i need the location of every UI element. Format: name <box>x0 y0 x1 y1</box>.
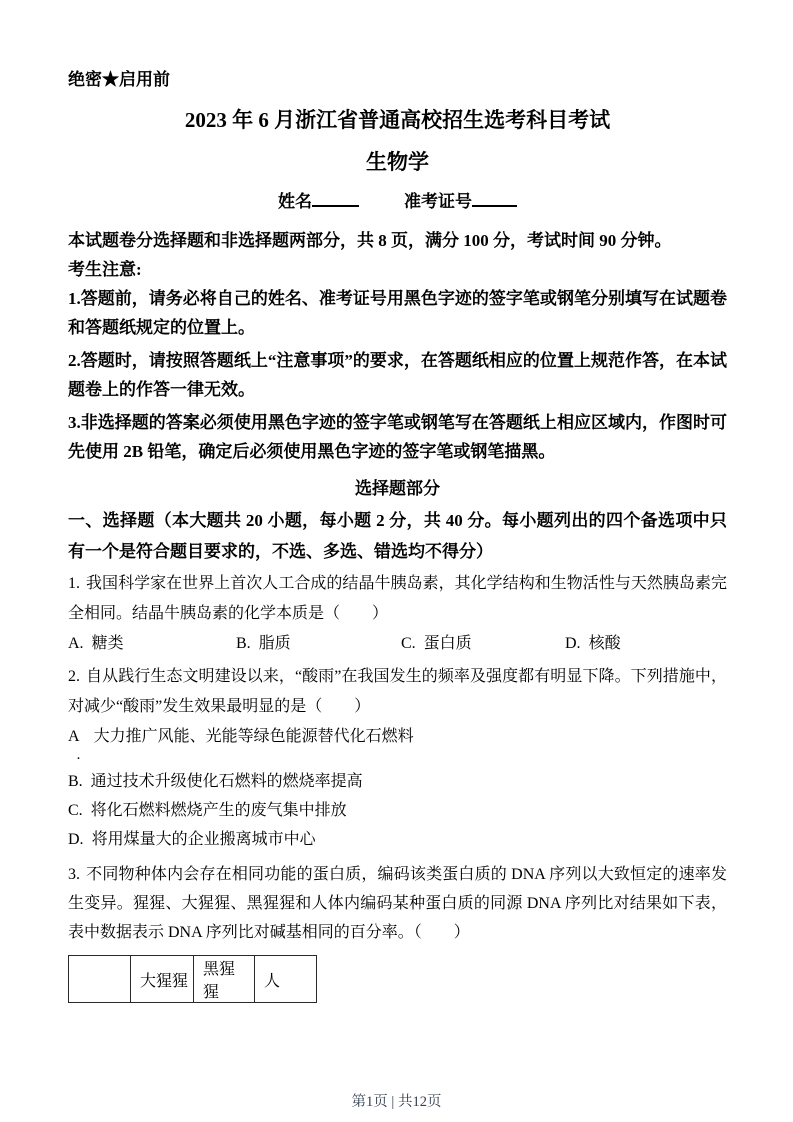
question-1-number: 1. <box>68 575 80 592</box>
subject-title: 生物学 <box>366 150 429 174</box>
page-footer <box>0 1093 793 1111</box>
page-number-info: 第1页 | 共12页 <box>351 1094 442 1110</box>
stray-period-mark: · <box>76 751 81 767</box>
question-3-number: 3. <box>68 866 80 883</box>
notice-item-1: 1.答题前，请务必将自己的姓名、准考证号用黑色字迹的签字笔或钢笔分别填写在试题卷和答题纸规定的位置上。 <box>68 289 727 337</box>
question-2-stem: 2. 自从践行生态文明建设以来，“酸雨”在我国发生的频率及强度都有明显下降。下列措施中，对减少“酸雨”发生效果最明显的是（ ） <box>68 668 727 715</box>
ticket-blank <box>472 190 517 207</box>
table-cell-human: 人 <box>255 956 317 1003</box>
option-c: C. 蛋白质 <box>401 635 472 652</box>
notice-item-3: 3.非选择题的答案必须使用黑色字迹的签字笔或钢笔写在答题纸上相应区域内，作图时可先使用 2B 铅笔，确定后必须使用黑色字迹的签字笔或钢笔描黑。 <box>68 413 727 461</box>
dna-comparison-table <box>68 955 317 1003</box>
question-1-options <box>68 629 727 658</box>
option-a: A. 糖类 <box>68 635 124 652</box>
option-d: D. 核酸 <box>565 635 621 652</box>
question-1 <box>68 569 727 658</box>
option-c: C. 将化石燃料燃烧产生的废气集中排放 <box>68 802 347 819</box>
section-part-title: 选择题部分 <box>355 479 440 498</box>
question-1-stem: 1. 我国科学家在世界上首次人工合成的结晶牛胰岛素，其化学结构和生物活性与天然胰岛素完全相同。结晶牛胰岛素的化学本质是（ ） <box>68 575 727 622</box>
question-2-number: 2. <box>68 668 80 685</box>
exam-info: 本试题卷分选择题和非选择题两部分，共 8 页，满分 100 分，考试时间 90 分钟。 <box>68 231 672 250</box>
question-3-stem: 3. 不同物种体内会存在相同功能的蛋白质，编码该类蛋白质的 DNA 序列以大致恒定的速率发生变异。猩猩、大猩猩、黑猩猩和人体内编码某种蛋白质的同源 DNA 序列比对结果如下表，表中数据表示 DNA 序列比对碱基相同的百分率。（ ） <box>68 866 727 941</box>
classification-banner: 绝密★启用前 <box>68 70 170 89</box>
name-blank <box>312 190 359 207</box>
question-3 <box>68 860 727 1003</box>
table-cell-chimpanzee: 黑猩猩 <box>194 956 255 1003</box>
notice-item-2: 2.答题时，请按照答题纸上“注意事项”的要求，在答题纸相应的位置上规范作答，在本试题卷上的作答一律无效。 <box>68 351 727 399</box>
name-label: 姓名 <box>278 192 312 211</box>
page-title: 2023 年 6 月浙江省普通高校招生选考科目考试 <box>184 108 611 132</box>
option-b: B. 通过技术升级使化石燃料的燃烧率提高 <box>68 773 363 790</box>
notice-title: 考生注意: <box>68 260 142 279</box>
option-b: B. 脂质 <box>236 635 291 652</box>
table-cell-empty <box>69 956 131 1003</box>
option-d: D. 将用煤量大的企业搬离城市中心 <box>68 831 316 848</box>
table-cell-gorilla: 大猩猩 <box>131 956 194 1003</box>
ticket-label: 准考证号 <box>404 192 472 211</box>
section-instruction: 一、选择题（本大题共 20 小题，每小题 2 分，共 40 分。每小题列出的四个备选项中只有一个是符合题目要求的，不选、多选、错选均不得分） <box>68 511 727 561</box>
candidate-info-line <box>68 190 727 214</box>
table-row <box>69 956 317 1003</box>
option-a: A 大力推广风能、光能等绿色能源替代化石燃料 <box>68 728 414 745</box>
question-2 <box>68 662 727 854</box>
